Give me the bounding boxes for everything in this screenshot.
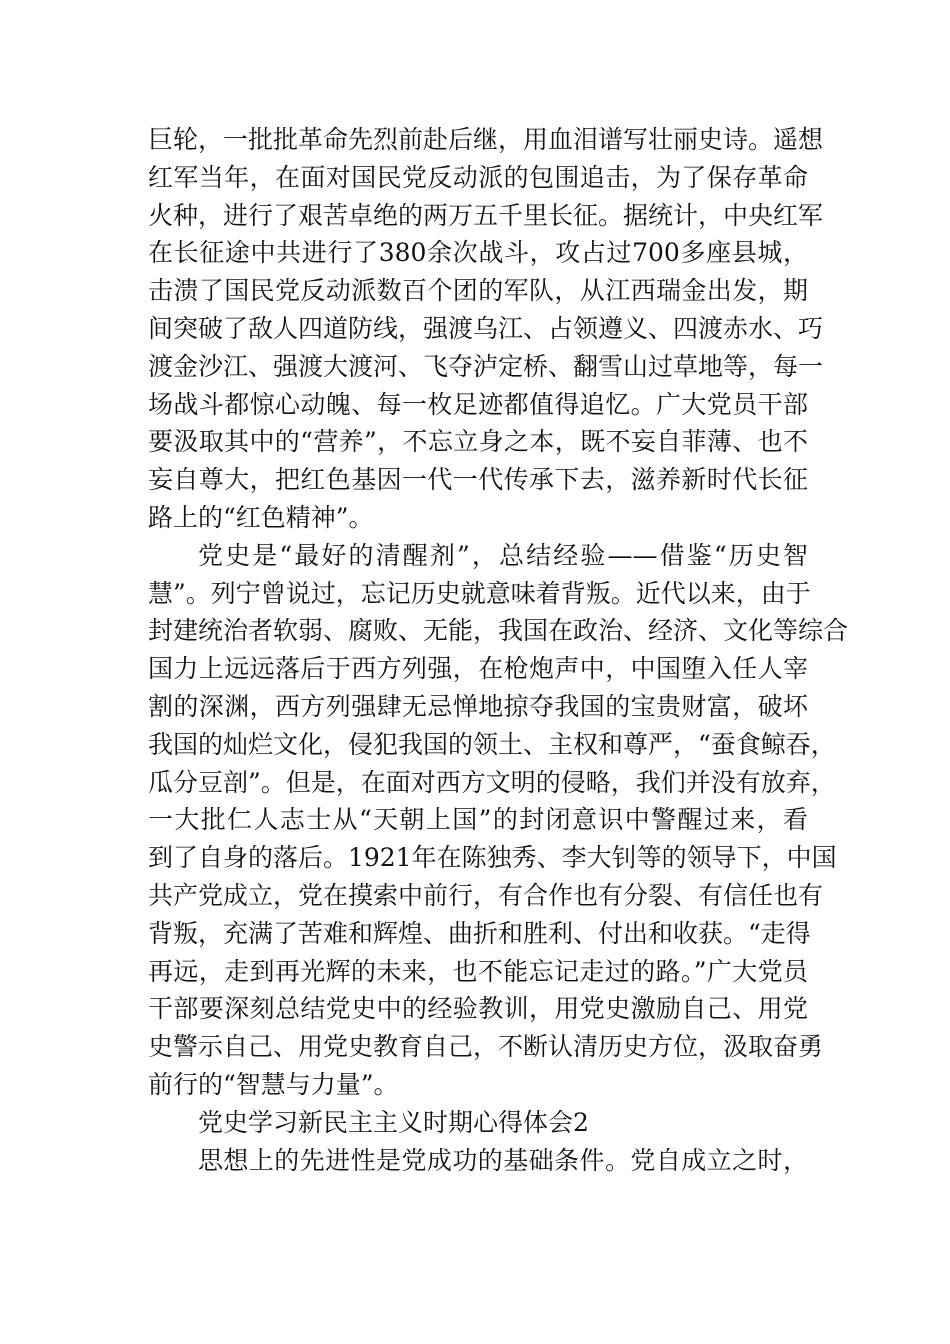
section-heading: 党史学习新民主主义时期心得体会2 (198, 1107, 589, 1137)
text-line: 再远，走到再光辉的未来，也不能忘记走过的路。”广大党员 (148, 956, 808, 986)
text-line: 封建统治者软弱、腐败、无能，我国在政治、经济、文化等综合 (148, 616, 849, 646)
text-line: 我国的灿烂文化，侵犯我国的领土、主权和尊严，“蚕食鲸吞， (148, 729, 836, 759)
text-line: 到了自身的落后。1921年在陈独秀、李大钊等的领导下，中国 (148, 843, 837, 873)
document-body (148, 121, 849, 1179)
text-line: 慧”。列宁曾说过，忘记历史就意味着背叛。近代以来，由于 (148, 578, 811, 608)
text-line: 瓜分豆剖”。但是，在面对西方文明的侵略，我们并没有放弃， (148, 767, 836, 797)
text-line: 妄自尊大，把红色基因一代一代传承下去，滋养新时代长征 (148, 465, 808, 495)
text-line: 思想上的先进性是党成功的基础条件。党自成立之时， (198, 1145, 808, 1175)
text-line: 场战斗都惊心动魄、每一枚足迹都值得追忆。广大党员干部 (148, 389, 808, 419)
text-line: 在长征途中共进行了380余次战斗，攻占过700多座县城， (148, 238, 808, 268)
text-line: 间突破了敌人四道防线，强渡乌江、占领遵义、四渡赤水、巧 (148, 313, 824, 343)
text-line: 国力上远远落后于西方列强，在枪炮声中，中国堕入任人宰 (148, 654, 808, 684)
text-line: 渡金沙江、强渡大渡河、飞夺泸定桥、翻雪山过草地等，每一 (148, 351, 824, 381)
text-line: 党史是“最好的清醒剂”，总结经验——借鉴“历史智 (198, 540, 808, 570)
text-line: 火种，进行了艰苦卓绝的两万五千里长征。据统计，中央红军 (148, 200, 824, 230)
text-line: 前行的“智慧与力量”。 (148, 1069, 399, 1099)
text-line: 要汲取其中的“营养”，不忘立身之本，既不妄自菲薄、也不 (148, 427, 808, 457)
text-line: 背叛，充满了苦难和辉煌、曲折和胜利、付出和收获。“走得 (148, 918, 811, 948)
text-line: 巨轮，一批批革命先烈前赴后继，用血泪谱写壮丽史诗。遥想 (148, 125, 824, 154)
text-line: 一大批仁人志士从“天朝上国”的封闭意识中警醒过来，看 (148, 805, 808, 835)
text-line: 共产党成立，党在摸索中前行，有合作也有分裂、有信任也有 (148, 880, 824, 910)
text-line: 击溃了国民党反动派数百个团的军队，从江西瑞金出发，期 (148, 276, 808, 306)
text-line: 割的深渊，西方列强肆无忌惮地掠夺我国的宝贵财富，破坏 (148, 691, 808, 721)
text-line: 史警示自己、用党史教育自己，不断认清历史方位，汲取奋勇 (148, 1032, 824, 1062)
text-line: 干部要深刻总结党史中的经验教训，用党史激励自己、用党 (148, 994, 808, 1024)
text-line: 红军当年，在面对国民党反动派的包围追击，为了保存革命 (148, 162, 808, 192)
text-line: 路上的“红色精神”。 (148, 502, 374, 532)
